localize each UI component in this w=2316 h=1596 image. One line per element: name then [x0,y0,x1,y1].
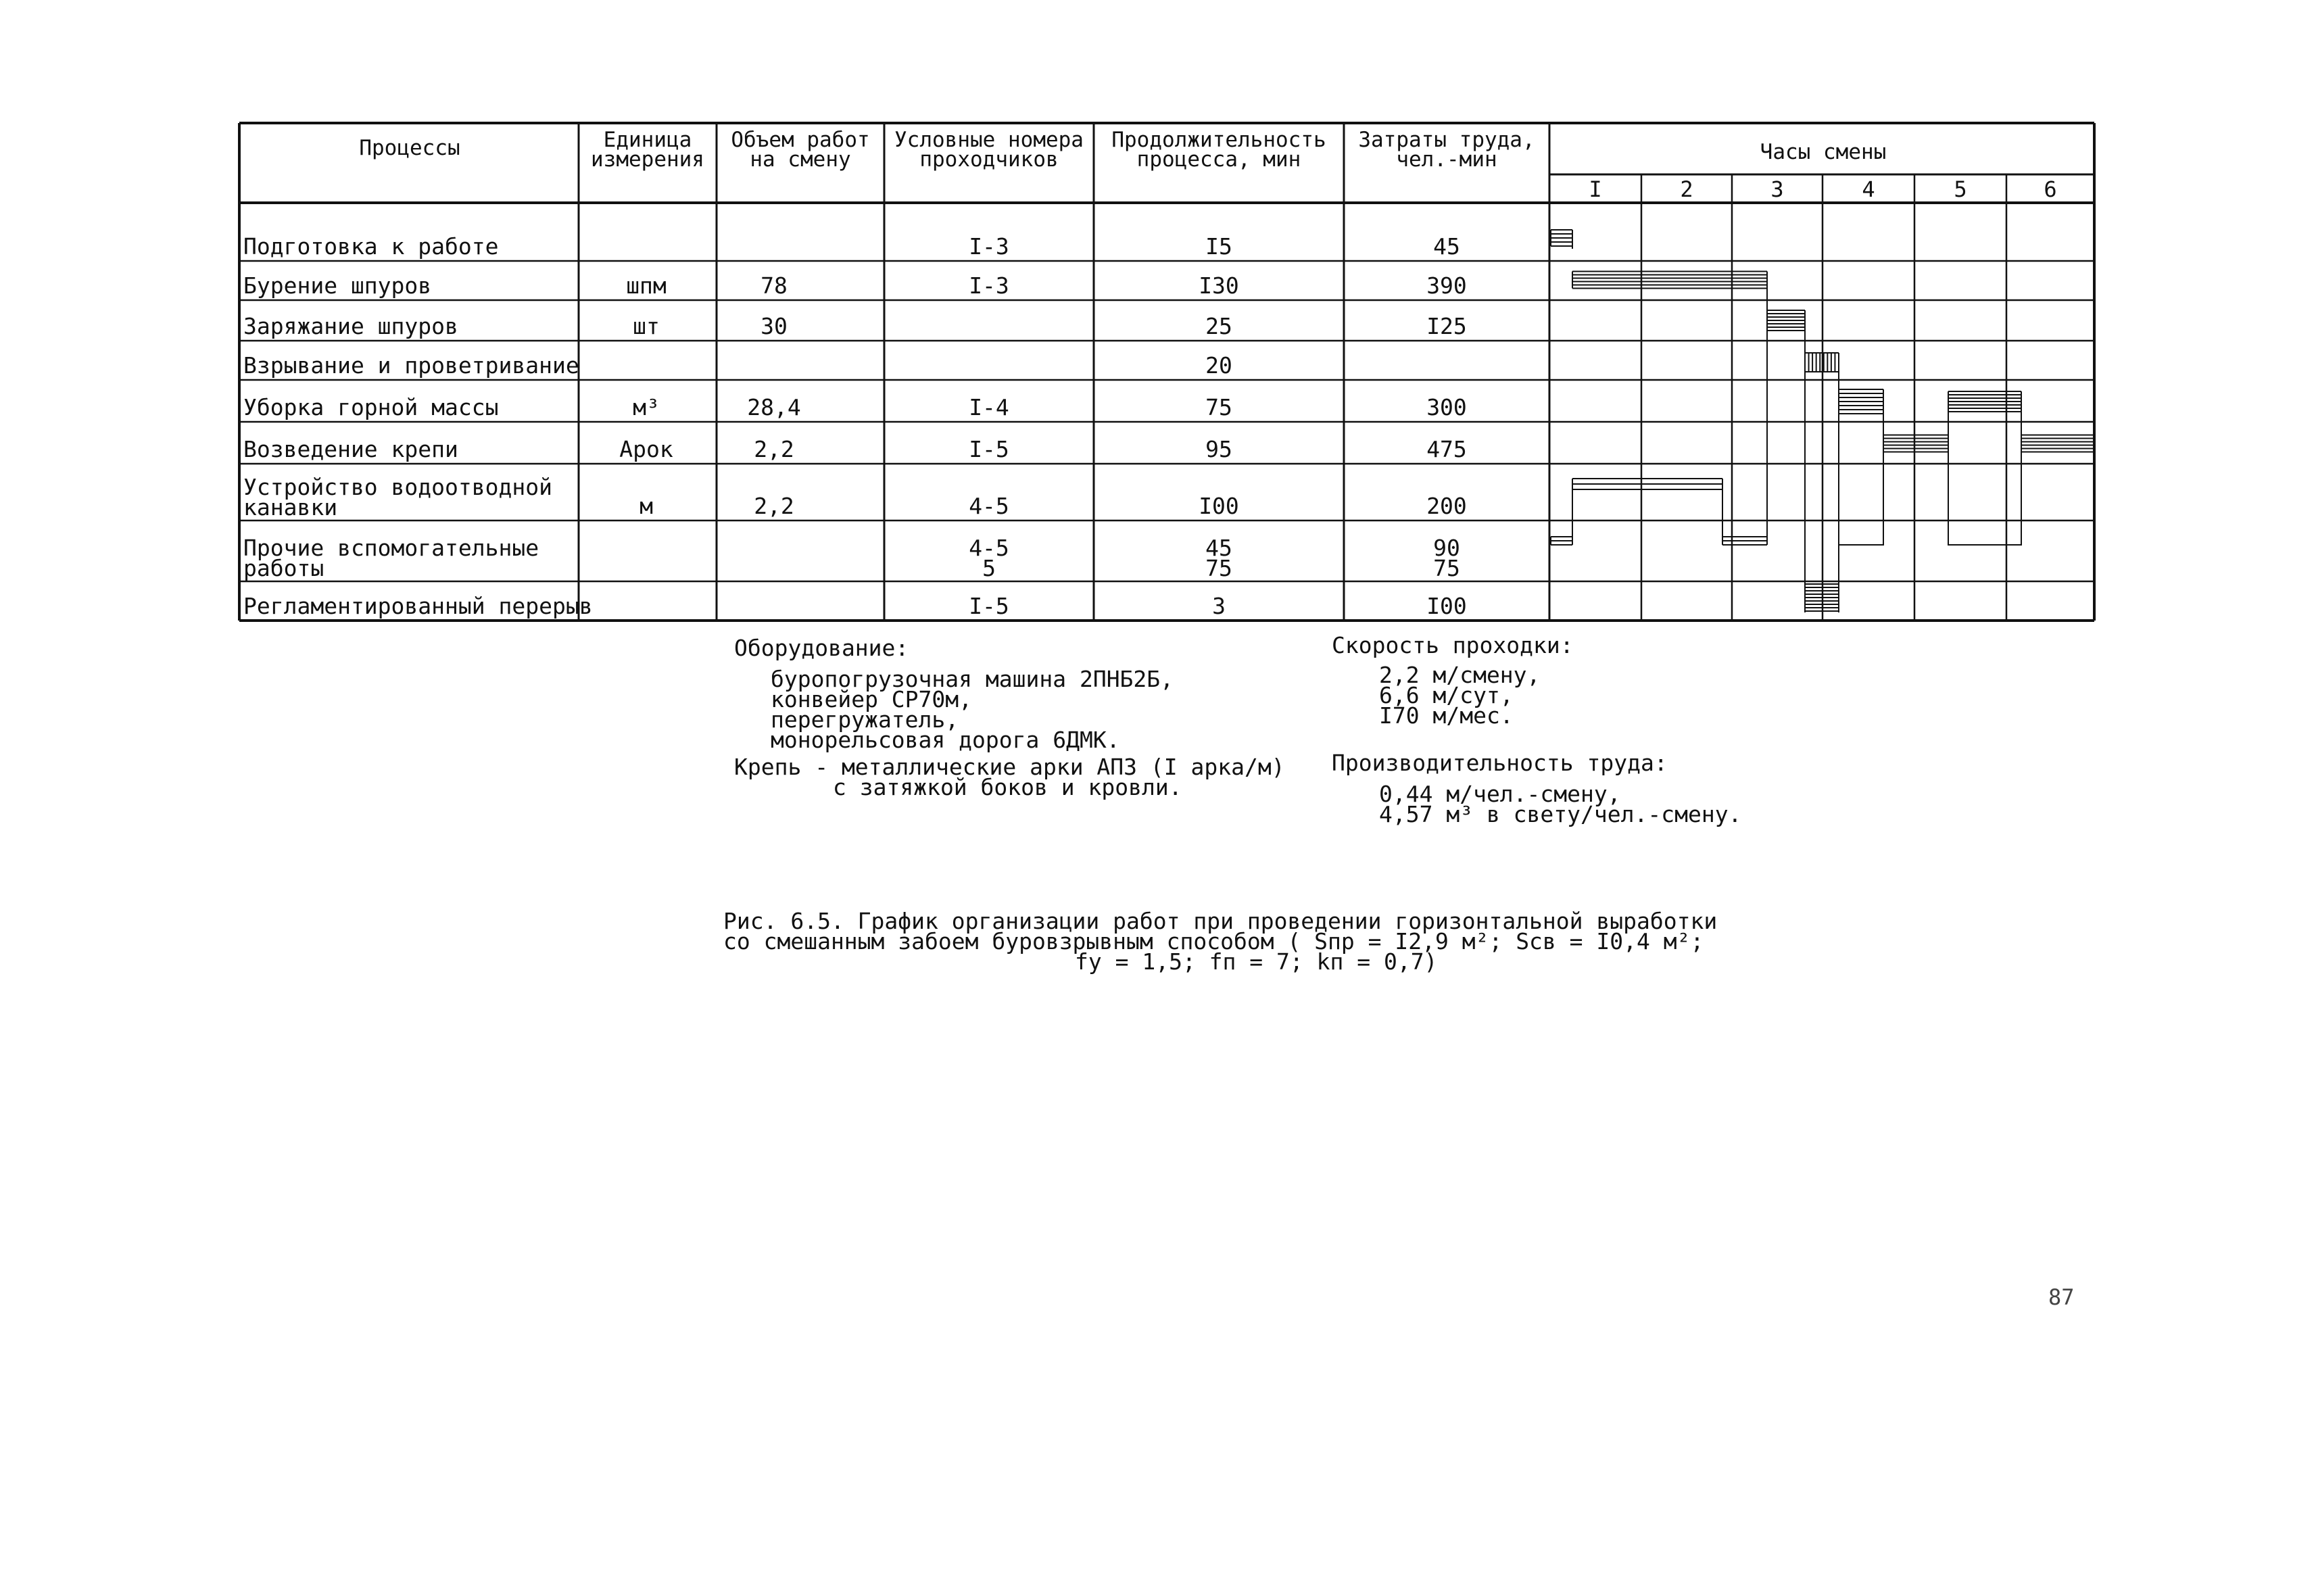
productivity-list: 0,44 м/чел.-смену, 4,57 м³ в свету/чел.-смену. [1379,781,1742,827]
duration-cell: I00 [1199,493,1239,519]
figure-caption: Рис. 6.5. График организации работ при проведении горизонтальной выработки со смешанным забоем буровзрывным способом ( Sпр = I2,9 м²; Sсв = I0,4 м²; fу = 1,5; fп = 7; kп = 0,7) [723,908,1718,975]
labor-cell: I00 [1426,593,1467,619]
process-cell: Возведение крепи [243,436,458,462]
process-cell: Регламентированный перерыв [243,593,593,619]
labor-cell: 200 [1426,493,1467,519]
bar-support-2 [2021,435,2094,452]
hour-number: 6 [2044,176,2057,202]
bar-preparation [1551,230,1572,246]
unit-cell: шт [633,313,660,339]
hour-number: I [1589,176,1602,202]
page-number: 87 [2048,1284,2075,1310]
workers-cell: I-3 [969,233,1009,260]
bar-aux-2 [1722,537,1767,545]
duration-cell: 45 75 [1205,535,1232,581]
connector [1839,408,1883,545]
labor-cell: 45 [1433,233,1460,260]
duration-cell: 3 [1212,593,1226,619]
bar-break [1805,584,1839,611]
duration-cell: 25 [1205,313,1232,339]
equipment-title: Оборудование: [734,635,909,661]
process-cell: Прочие вспомогательные работы [243,535,539,581]
header-volume: Объем работ на смену [731,128,870,172]
workers-cell: 4-5 5 [969,535,1009,581]
process-cell: Взрывание и проветривание [243,352,579,379]
unit-cell: шпм [626,272,667,299]
process-cell: Устройство водоотводной канавки [243,474,552,521]
bar-drilling [1572,272,1767,289]
bar-mucking-2 [1948,391,2021,412]
bar-charging [1767,310,1805,331]
labor-cell: 390 [1426,272,1467,299]
process-cell: Заряжание шпуров [243,313,458,339]
process-cell: Подготовка к работе [243,233,499,260]
hour-number: 2 [1680,176,1693,202]
hour-number: 5 [1954,176,1967,202]
duration-cell: 95 [1205,436,1232,462]
bar-drainage [1572,479,1722,489]
duration-cell: I30 [1199,272,1239,299]
hour-number: 4 [1862,176,1875,202]
workers-cell: I-4 [969,394,1009,420]
duration-cell: 20 [1205,352,1232,379]
workers-cell: I-3 [969,272,1009,299]
workers-cell: I-5 [969,593,1009,619]
bar-aux-1 [1551,537,1572,545]
hour-number: 3 [1770,176,1784,202]
workers-cell: I-5 [969,436,1009,462]
labor-cell: 300 [1426,394,1467,420]
speed-title: Скорость проходки: [1332,632,1574,658]
header-duration: Продолжительность процесса, мин [1111,128,1326,172]
support-note: Крепь - металлические арки АП3 (I арка/м) с затяжкой боков и кровли. [734,754,1285,800]
process-cell: Уборка горной массы [243,394,499,420]
header-hours: Часы смены [1760,140,1887,164]
volume-cell: 30 [761,313,788,339]
header-processes: Процессы [359,136,460,160]
header-unit: Единица измерения [591,128,704,172]
workers-cell: 4-5 [969,493,1009,519]
duration-cell: I5 [1205,233,1232,260]
connector [1948,392,2021,545]
process-cell: Бурение шпуров [243,272,432,299]
productivity-title: Производительность труда: [1332,750,1668,776]
labor-cell: I25 [1426,313,1467,339]
unit-cell: м³ [633,394,660,420]
header-labor: Затраты труда, чел.-мин [1358,128,1535,172]
volume-cell: 2,2 [754,493,794,519]
volume-cell: 2,2 [754,436,794,462]
bar-mucking-1 [1839,389,1883,414]
equipment-list: буропогрузочная машина 2ПНБ2Б, конвейер СР70м, перегружатель, монорельсовая дорога 6ДМК. [771,666,1174,753]
labor-cell: 90 75 [1433,535,1460,581]
volume-cell: 78 [761,272,788,299]
unit-cell: м [640,493,653,519]
volume-cell: 28,4 [747,394,801,420]
labor-cell: 475 [1426,436,1467,462]
unit-cell: Арок [619,436,673,462]
speed-list: 2,2 м/смену, 6,6 м/сут, I70 м/мес. [1379,662,1541,729]
header-workers: Условные номера проходчиков [894,128,1084,172]
duration-cell: 75 [1205,394,1232,420]
bar-support-1 [1883,435,1948,452]
